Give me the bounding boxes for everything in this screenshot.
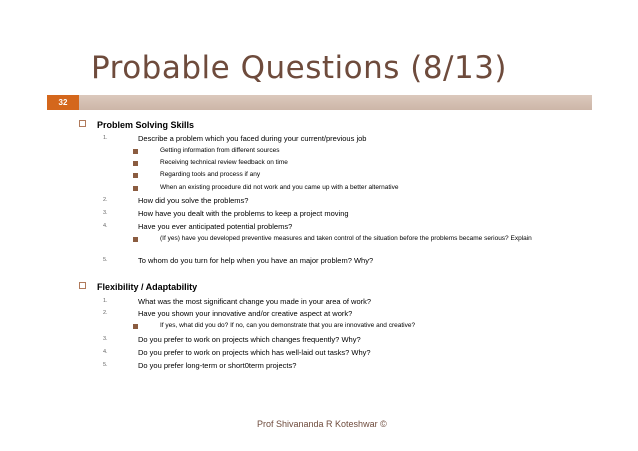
sub-item-text: If yes, what did you do? If no, can you demonstrate that you are innovative and creative? (160, 322, 416, 329)
item-text: Do you prefer to work on projects which changes frequently? Why? (138, 335, 361, 344)
slide-number: 32 (47, 95, 79, 110)
section-heading-flexibility (79, 282, 197, 292)
item-number: 2. (103, 310, 108, 316)
item-text: Have you shown your innovative and/or creative aspect at work? (138, 309, 353, 318)
square-bullet-icon (133, 237, 138, 242)
item-text: How did you solve the problems? (138, 196, 249, 205)
item-number: 3. (103, 336, 108, 342)
checkbox-bullet-icon (79, 120, 86, 127)
title-divider-bar (47, 95, 592, 110)
item-number: 1. (103, 135, 108, 141)
section-heading-label: Flexibility / Adaptability (97, 282, 198, 292)
slide-title: Probable Questions (8/13) (91, 50, 508, 86)
section-heading-label: Problem Solving Skills (97, 120, 195, 130)
square-bullet-icon (133, 149, 138, 154)
square-bullet-icon (133, 324, 138, 329)
item-text: Do you prefer long-term or short0term projects? (138, 361, 297, 370)
section-heading-problem-solving (79, 120, 194, 130)
sub-item-text: (If yes) have you developed preventive measures and taken control of the situation before the problems became serious? Explain (160, 235, 532, 242)
item-number: 5. (103, 362, 108, 368)
item-text: Do you prefer to work on projects which has well-laid out tasks? Why? (138, 348, 371, 357)
item-number: 3. (103, 210, 108, 216)
item-number: 1. (103, 298, 108, 304)
sub-item-text: Getting information from different sources (160, 147, 280, 154)
item-number: 2. (103, 197, 108, 203)
item-number: 4. (103, 223, 108, 229)
sub-item-text: Regarding tools and process if any (160, 171, 261, 178)
square-bullet-icon (133, 161, 138, 166)
item-text: What was the most significant change you made in your area of work? (138, 297, 372, 306)
square-bullet-icon (133, 186, 138, 191)
item-text: How have you dealt with the problems to keep a project moving (138, 209, 349, 218)
item-text: To whom do you turn for help when you have an major problem? Why? (138, 256, 374, 265)
item-text: Have you ever anticipated potential problems? (138, 222, 293, 231)
item-number: 4. (103, 349, 108, 355)
square-bullet-icon (133, 173, 138, 178)
item-text: Describe a problem which you faced during your current/previous job (138, 134, 367, 143)
sub-item-text: Receiving technical review feedback on time (160, 159, 288, 166)
slide-footer: Prof Shivananda R Koteshwar © (257, 419, 387, 429)
sub-item-text: When an existing procedure did not work and you came up with a better alternative (160, 184, 399, 191)
checkbox-bullet-icon (79, 282, 86, 289)
item-number: 5. (103, 257, 108, 263)
